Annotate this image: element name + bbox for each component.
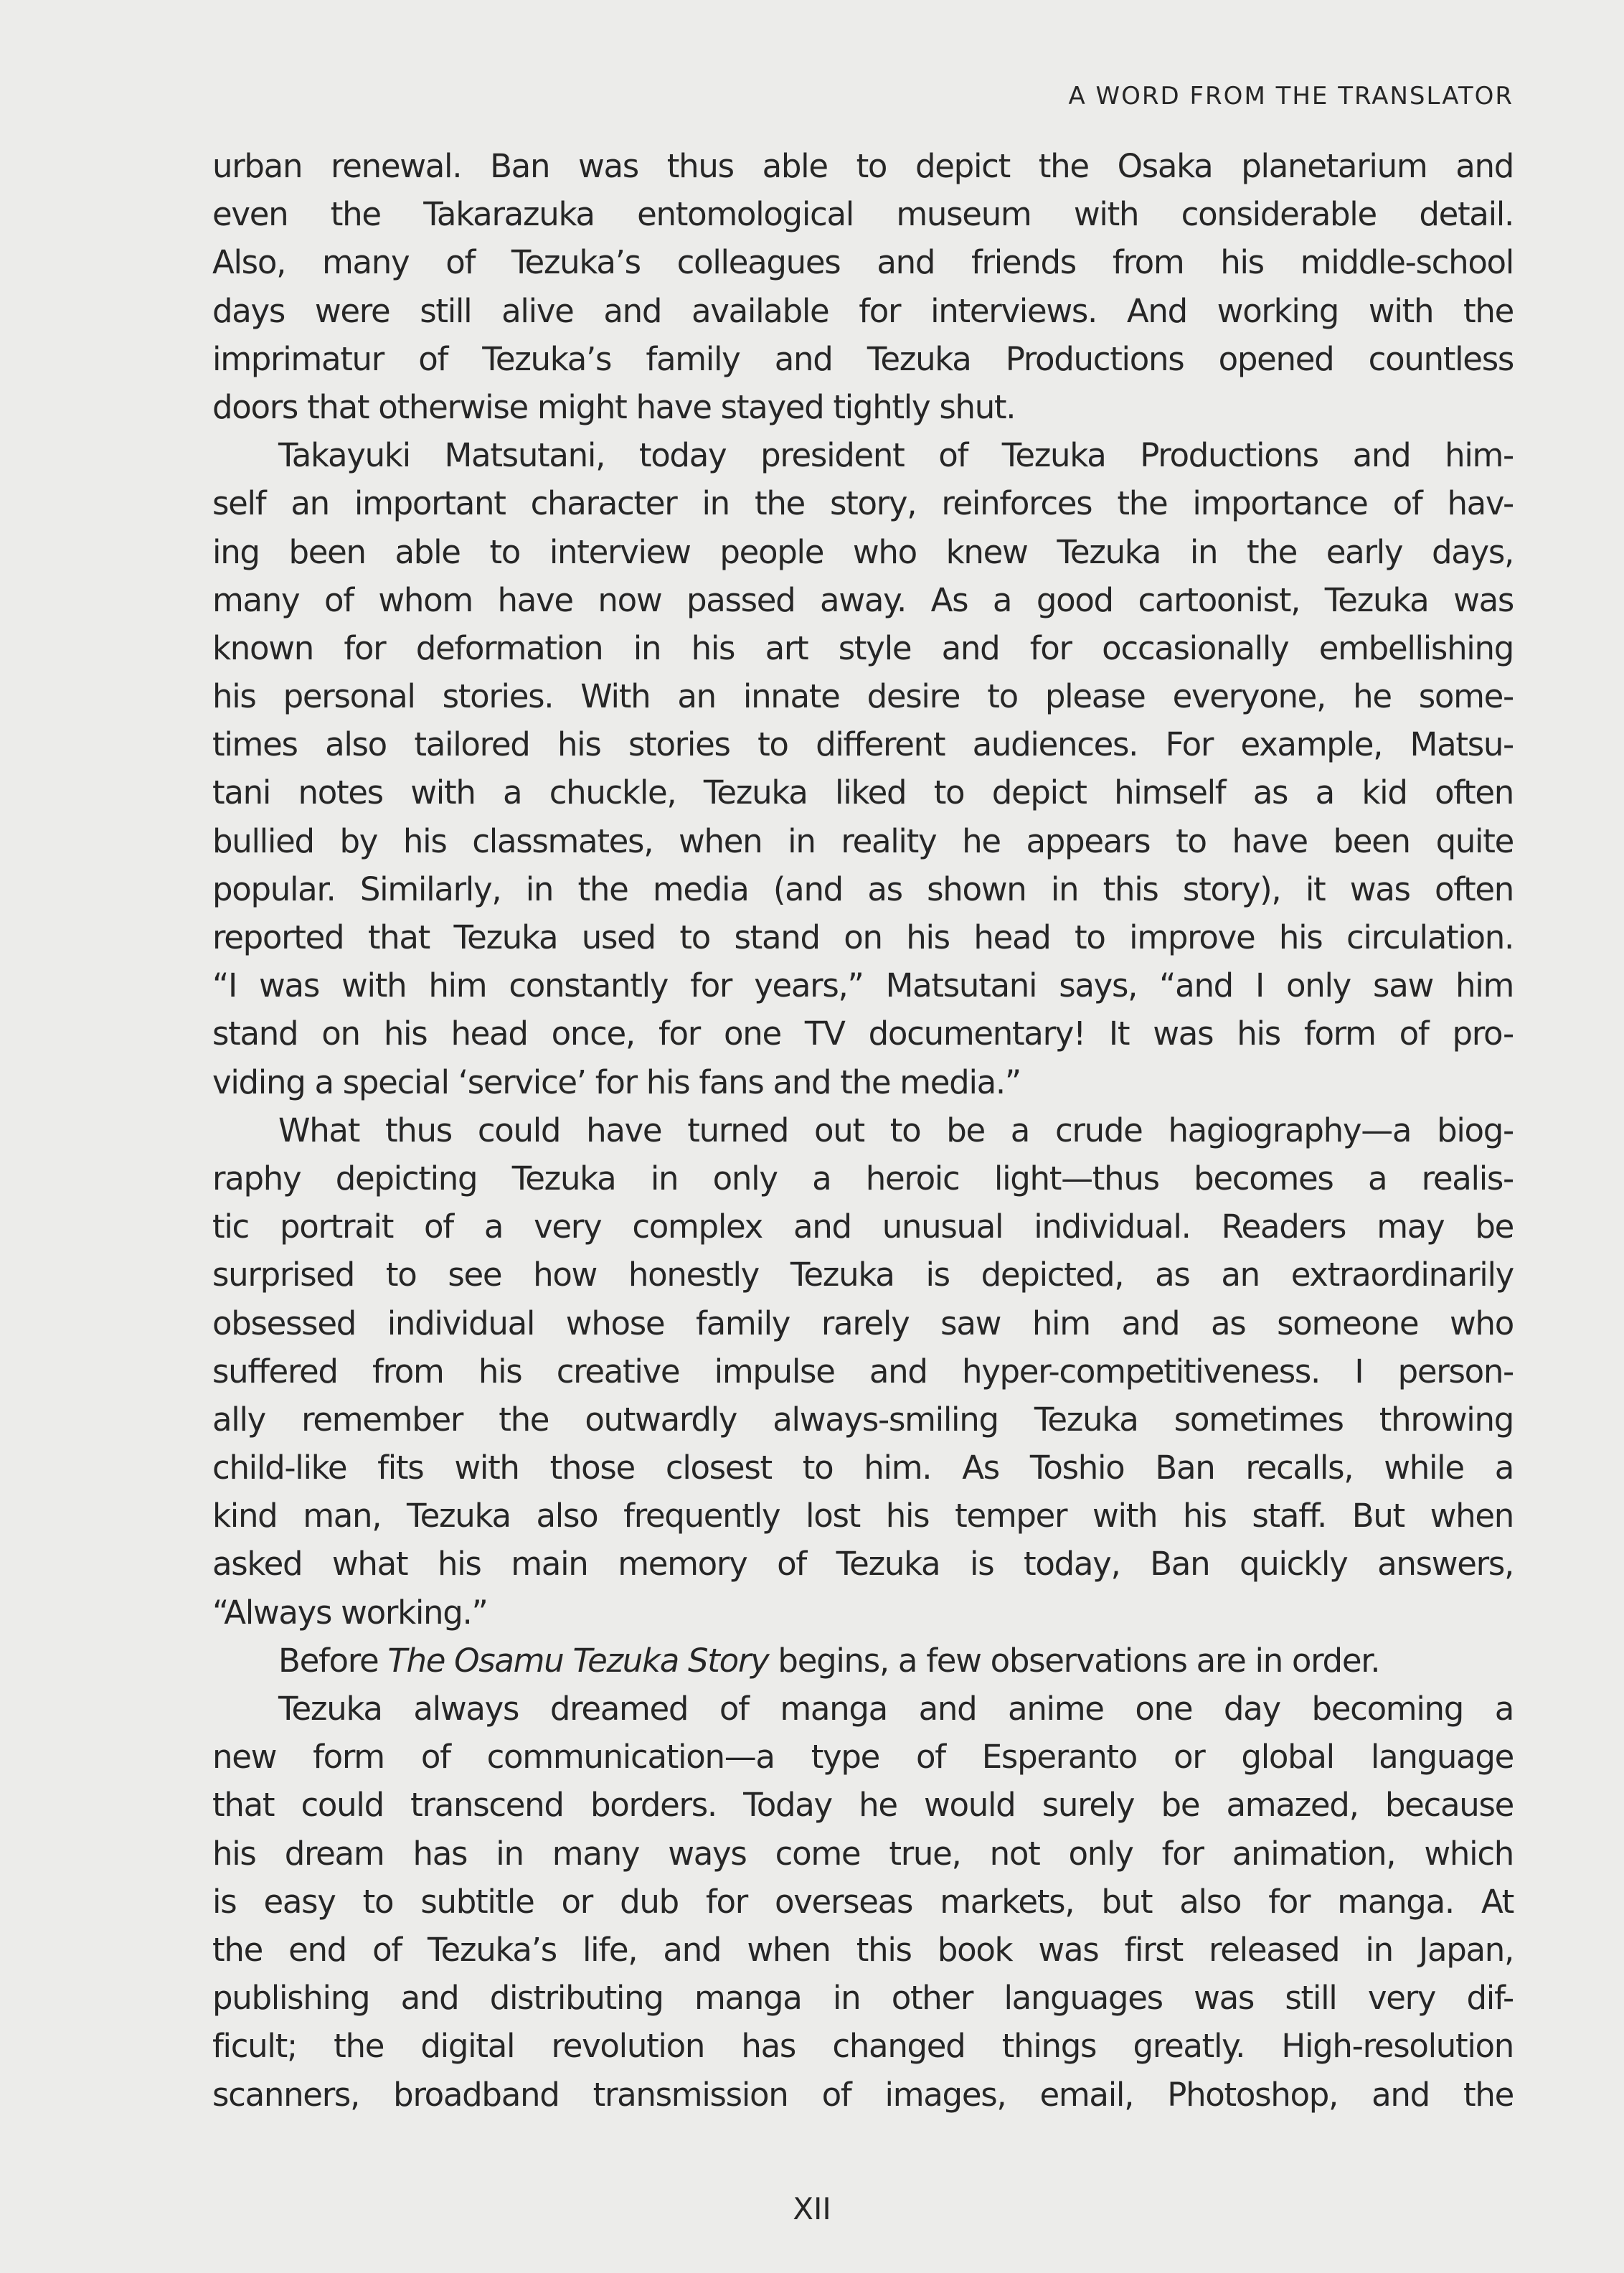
text-line: his personal stories. With an innate desire to please everyone, he some- [212, 677, 1514, 716]
text-line: asked what his main memory of Tezuka is today, Ban quickly answers, [212, 1545, 1514, 1583]
text-line: stand on his head once, for one TV documentary! It was his form of pro- [212, 1015, 1514, 1053]
text-line: obsessed individual whose family rarely saw him and as someone who [212, 1304, 1514, 1342]
text-line: scanners, broadband transmission of images, email, Photoshop, and the [212, 2075, 1514, 2114]
text-line: days were still alive and available for interviews. And working with the [212, 291, 1514, 330]
text-line: raphy depicting Tezuka in only a heroic light—thus becomes a realis- [212, 1159, 1514, 1197]
text-line: ing been able to interview people who knew Tezuka in the early days, [212, 532, 1514, 571]
text-line: suffered from his creative impulse and hyper-competitiveness. I person- [212, 1352, 1514, 1390]
text-line: ally remember the outwardly always-smiling Tezuka sometimes throwing [212, 1400, 1514, 1439]
text-line: child-like fits with those closest to him. As Toshio Ban recalls, while a [212, 1449, 1514, 1487]
text-line: the end of Tezuka’s life, and when this book was first released in Japan, [212, 1930, 1514, 1969]
text-line: urban renewal. Ban was thus able to depict the Osaka planetarium and [212, 147, 1514, 185]
text-line: popular. Similarly, in the media (and as shown in this story), it was often [212, 870, 1514, 908]
text-line: tic portrait of a very complex and unusual individual. Readers may be [212, 1208, 1514, 1246]
text-line: publishing and distributing manga in other languages was still very dif- [212, 1979, 1514, 2018]
body-text [212, 142, 1514, 2119]
text-line: viding a special ‘service’ for his fans and the media.” [212, 1063, 1021, 1101]
text-line: even the Takarazuka entomological museum with considerable detail. [212, 195, 1514, 234]
text-line: Tezuka always dreamed of manga and anime one day becoming a [278, 1690, 1514, 1728]
running-head: A WORD FROM THE TRANSLATOR [1068, 82, 1514, 110]
text-line: What thus could have turned out to be a crude hagiography—a biog- [278, 1111, 1514, 1149]
text-line: is easy to subtitle or dub for overseas markets, but also for manga. At [212, 1882, 1514, 1921]
text-line: many of whom have now passed away. As a good cartoonist, Tezuka was [212, 580, 1514, 619]
text-line: self an important character in the story, reinforces the importance of hav- [212, 484, 1514, 523]
text-line: tani notes with a chuckle, Tezuka liked to depict himself as a kid often [212, 773, 1514, 812]
text-line: Takayuki Matsutani, today president of Tezuka Productions and him- [278, 436, 1514, 475]
text-line: new form of communication—a type of Esperanto or global language [212, 1738, 1514, 1776]
text-line: times also tailored his stories to different audiences. For example, Matsu- [212, 725, 1514, 764]
text-line-with-title [212, 1637, 1514, 1685]
text-line: reported that Tezuka used to stand on his head to improve his circulation. [212, 918, 1514, 956]
book-title: The Osamu Tezuka Story [387, 1641, 769, 1680]
text-line: “Always working.” [212, 1593, 488, 1632]
text-line: bullied by his classmates, when in reality he appears to have been quite [212, 822, 1514, 860]
text-line: that could transcend borders. Today he would surely be amazed, because [212, 1786, 1514, 1825]
text-line: kind man, Tezuka also frequently lost his temper with his staff. But when [212, 1497, 1514, 1535]
text-line: his dream has in many ways come true, not only for animation, which [212, 1834, 1514, 1873]
text-line: known for deformation in his art style and for occasionally embellishing [212, 629, 1514, 667]
text-line: “I was with him constantly for years,” Matsutani says, “and I only saw him [212, 966, 1514, 1005]
text-line: Also, many of Tezuka’s colleagues and friends from his middle-school [212, 243, 1514, 282]
text-line: imprimatur of Tezuka’s family and Tezuka Productions opened countless [212, 339, 1514, 378]
line-text-after-title: begins, a few observations are in order. [768, 1641, 1380, 1680]
text-line: surprised to see how honestly Tezuka is depicted, as an extraordinarily [212, 1256, 1514, 1294]
line-text-before-title: Before [278, 1641, 388, 1680]
text-line: doors that otherwise might have stayed tightly shut. [212, 387, 1016, 426]
page-number: XII [793, 2191, 831, 2226]
text-line: ficult; the digital revolution has changed things greatly. High-resolution [212, 2027, 1514, 2066]
